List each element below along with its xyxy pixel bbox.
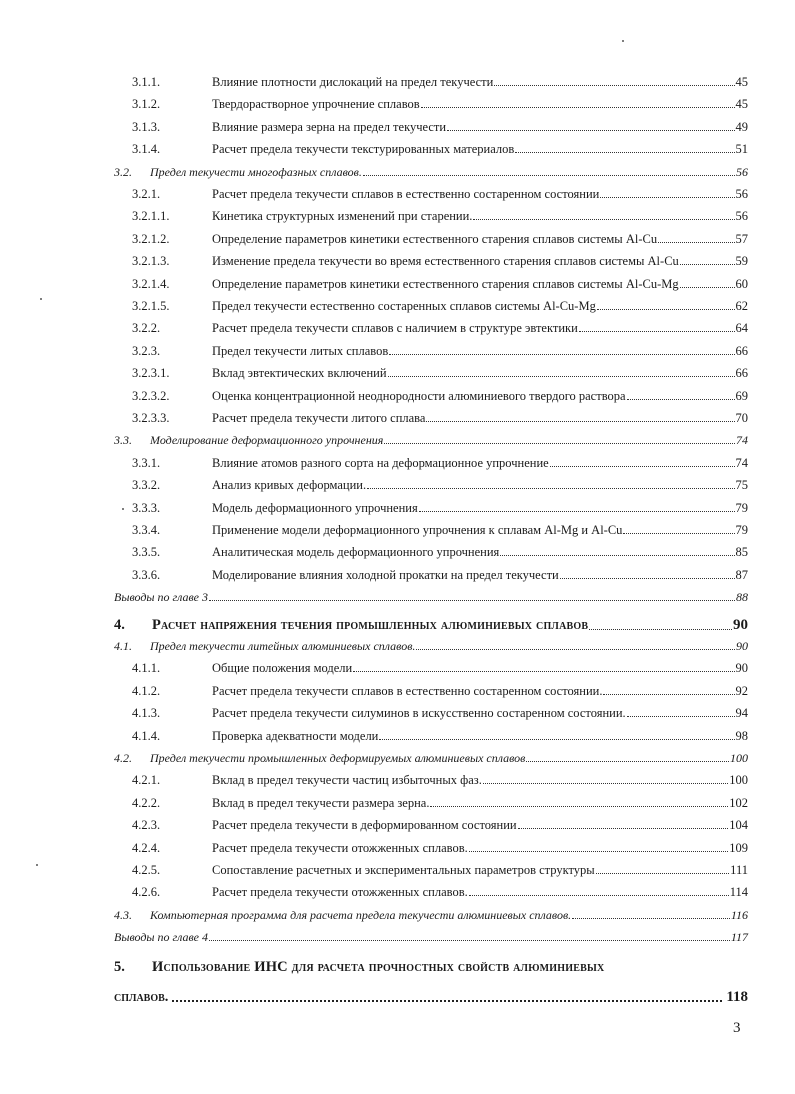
- dot-leader: [353, 670, 734, 672]
- toc-entry-page: 60: [735, 276, 748, 291]
- toc-chapter-5-heading-continued: [114, 984, 748, 1006]
- toc-entry-title: Компьютерная программа для расчета предела текучести алюминиевых сплавов.: [150, 907, 572, 922]
- toc-entry-page: 100: [730, 751, 748, 765]
- toc-chapter-5-title-line2: сплавов.: [114, 988, 169, 1005]
- dot-leader: [550, 465, 735, 467]
- toc-entry-page: 104: [729, 818, 748, 833]
- toc-entry-page: 56: [736, 164, 748, 179]
- toc-entry-number: 4.1.3.: [132, 706, 161, 721]
- toc-entry-title: Расчет предела текучести отожженных сплавов.: [212, 840, 468, 855]
- dot-leader: [494, 84, 734, 86]
- toc-entry-number: 3.3.1.: [132, 455, 161, 470]
- toc-entry-number: 3.3.5.: [132, 545, 161, 560]
- toc-entry-title: Анализ кривых деформации.: [212, 478, 367, 493]
- toc-subsection-entry[interactable]: [114, 382, 748, 404]
- toc-entry-title: Расчет предела текучести в деформированном состоянии: [212, 818, 517, 833]
- toc-entry-number: 4.1.2.: [132, 683, 161, 698]
- toc-subsection-entry[interactable]: [114, 516, 748, 538]
- dot-leader: [426, 420, 734, 422]
- toc-subsection-entry[interactable]: [114, 90, 748, 112]
- toc-entry-number: 3.1.1.: [132, 75, 161, 89]
- dot-leader: [473, 218, 734, 220]
- toc-subsection-entry[interactable]: [114, 135, 748, 157]
- toc-entry-page: 116: [730, 907, 748, 922]
- toc-entry-number: 4.2.6.: [132, 885, 161, 900]
- dot-leader: [388, 375, 735, 377]
- toc-entry-page: 57: [735, 231, 748, 246]
- toc-entry-number: 4.2.5.: [132, 863, 161, 877]
- toc-conclusions-entry[interactable]: [114, 923, 748, 945]
- toc-subsection-entry[interactable]: [114, 561, 748, 583]
- toc-subsection-entry[interactable]: [114, 677, 748, 699]
- toc-entry-page: 117: [730, 930, 748, 945]
- scan-speck: [622, 40, 624, 42]
- toc-entry-title: Оценка концентрационной неоднородности алюминиевого твердого раствора: [212, 388, 626, 403]
- toc-entry-page: 102: [729, 795, 748, 810]
- scan-speck: [36, 864, 38, 866]
- toc-entry-page: 56: [735, 187, 748, 201]
- toc-entry-title: Расчет предела текучести отожженных сплавов.: [212, 885, 468, 900]
- toc-subsection-entry[interactable]: [114, 113, 748, 135]
- toc-entry-page: 100: [729, 773, 748, 788]
- dot-leader: [579, 330, 735, 332]
- toc-subsection-entry[interactable]: [114, 292, 748, 314]
- toc-entry-number: 3.3.3.: [132, 500, 161, 515]
- toc-entry-title: Расчет предела текучести сплавов с наличием в структуре эвтектики: [212, 321, 578, 336]
- toc-entry-number: 3.2.1.5.: [132, 299, 170, 313]
- dot-leader: [469, 850, 729, 852]
- toc-chapter-5-title-line1: Использование ИНС для расчета прочностных свойств алюминиевых: [152, 958, 605, 975]
- dot-leader: [515, 151, 734, 153]
- toc-entry-title: Проверка адекватности модели: [212, 728, 379, 743]
- dot-leader: [627, 398, 735, 400]
- toc-entry-title: Расчет предела текучести сплавов в естественно состаренном состоянии: [212, 187, 600, 201]
- dot-leader: [419, 510, 735, 512]
- toc-subsection-entry[interactable]: [114, 449, 748, 471]
- dot-leader: [658, 241, 734, 243]
- toc-section-entry[interactable]: [114, 158, 748, 180]
- toc-entry-number: 3.2.2.: [132, 321, 161, 336]
- toc-entry-title: Общие положения модели: [212, 661, 353, 676]
- toc-section-entry[interactable]: [114, 632, 748, 654]
- toc-subsection-entry[interactable]: [114, 471, 748, 493]
- toc-entry-page: 66: [735, 366, 748, 381]
- toc-entry-page: 90: [733, 616, 748, 633]
- toc-entry-title: Расчет предела текучести сплавов в естественно состаренном состоянии.: [212, 683, 603, 698]
- dot-leader: [389, 353, 734, 355]
- toc-entry-page: 79: [735, 500, 748, 515]
- toc-entry-page: 92: [735, 683, 748, 698]
- dot-leader: [500, 554, 734, 556]
- toc-entry-title: Вклад эвтектических включений: [212, 366, 387, 381]
- dot-leader: [379, 738, 734, 740]
- toc-entry-title: Предел текучести литых сплавов: [212, 343, 389, 358]
- toc-entry-page: 64: [735, 321, 748, 336]
- toc-entry-title: Влияние размера зерна на предел текучести: [212, 119, 447, 134]
- toc-subsection-entry[interactable]: [114, 789, 748, 811]
- toc-entry-number: 4.3.: [114, 907, 132, 922]
- toc-entry-page: 88: [736, 590, 748, 605]
- toc-subsection-entry[interactable]: [114, 856, 748, 878]
- dot-leader: [209, 599, 735, 601]
- toc-entry-number: 4.: [114, 616, 125, 633]
- toc-section-entry[interactable]: [114, 744, 748, 766]
- dot-leader: [483, 782, 728, 784]
- toc-entry-page: 111: [730, 863, 748, 877]
- toc-subsection-entry[interactable]: [114, 834, 748, 856]
- toc-entry-title: Моделирование влияния холодной прокатки на предел текучести: [212, 567, 559, 582]
- toc-subsection-entry[interactable]: [114, 878, 748, 900]
- dot-leader: [603, 693, 734, 695]
- toc-entry-page: 66: [735, 343, 748, 358]
- dot-leader: [209, 939, 730, 941]
- dot-leader: [600, 196, 734, 198]
- dot-leader: [627, 715, 735, 717]
- toc-subsection-entry[interactable]: [114, 811, 748, 833]
- dot-leader: [421, 106, 735, 108]
- dot-leader: [596, 872, 729, 874]
- dot-leader: [597, 308, 735, 310]
- toc-entry-page: 74: [735, 455, 748, 470]
- toc-entry-number: 3.2.1.1.: [132, 209, 170, 224]
- toc-section-entry[interactable]: [114, 426, 748, 448]
- toc-entry-number: 4.1.4.: [132, 728, 161, 743]
- toc-subsection-entry[interactable]: [114, 699, 748, 721]
- toc-entry-title: Выводы по главе 4: [114, 930, 208, 945]
- toc-entry-title: Моделирование деформационного упрочнения: [150, 433, 384, 448]
- toc-entry-page: 85: [735, 545, 748, 560]
- toc-entry-title: Применение модели деформационного упрочнения к сплавам Al-Mg и Al-Cu: [212, 523, 623, 537]
- dot-leader: [384, 442, 735, 444]
- page-number: 3: [733, 1020, 741, 1036]
- dot-leader: [589, 628, 732, 630]
- toc-subsection-entry[interactable]: [114, 359, 748, 381]
- dot-leader: [560, 577, 735, 579]
- toc-entry-page: 45: [735, 75, 748, 89]
- toc-entry-page: 90: [735, 661, 748, 676]
- toc-entry-title: Выводы по главе 3: [114, 590, 208, 605]
- toc-entry-title: Расчет напряжения течения промышленных алюминиевых сплавов: [152, 616, 589, 633]
- toc-entry-page: 75: [735, 478, 748, 493]
- toc-subsection-entry[interactable]: [114, 270, 748, 292]
- toc-entry-title: Твердорастворное упрочнение сплавов: [212, 97, 420, 112]
- dot-leader: [572, 917, 730, 919]
- toc-subsection-entry[interactable]: [114, 68, 748, 90]
- toc-entry-page: 45: [735, 97, 748, 112]
- toc-subsection-entry[interactable]: [114, 722, 748, 744]
- toc-entry-title: Расчет предела текучести силуминов в искусственно состаренном состоянии.: [212, 706, 626, 721]
- toc-entry-title: Предел текучести литейных алюминиевых сплавов.: [150, 639, 416, 653]
- toc-entry-page: 90: [736, 639, 748, 653]
- toc-entry-page: 69: [735, 388, 748, 403]
- toc-entry-title: Влияние атомов разного сорта на деформационное упрочнение: [212, 455, 549, 470]
- toc-entry-title: Кинетика структурных изменений при старении.: [212, 209, 473, 224]
- toc-entry-title: Модель деформационного упрочнения: [212, 500, 418, 515]
- toc-chapter-5-number: 5.: [114, 958, 125, 975]
- toc-entry-page: 62: [735, 299, 748, 313]
- toc-entry-title: Влияние плотности дислокаций на предел текучести: [212, 75, 494, 89]
- toc-entry-title: Вклад в предел текучести частиц избыточных фаз.: [212, 773, 482, 788]
- toc-entry-page: 94: [735, 706, 748, 721]
- toc-subsection-entry[interactable]: [114, 225, 748, 247]
- toc-chapter-heading[interactable]: [114, 608, 748, 634]
- toc-conclusions-entry[interactable]: [114, 583, 748, 605]
- toc-subsection-entry[interactable]: [114, 202, 748, 224]
- toc-entry-number: 4.2.1.: [132, 773, 161, 788]
- toc-subsection-entry[interactable]: [114, 538, 748, 560]
- toc-entry-number: 3.1.4.: [132, 142, 161, 157]
- toc-entry-page: 74: [736, 433, 748, 448]
- toc-subsection-entry[interactable]: [114, 180, 748, 202]
- toc-entry-page: 114: [729, 885, 748, 900]
- toc-entry-page: 59: [735, 254, 748, 269]
- toc-entry-number: 3.2.1.2.: [132, 231, 170, 246]
- toc-entry-number: 3.1.3.: [132, 119, 161, 134]
- dot-leader: [416, 648, 735, 650]
- toc-entry-number: 3.3.2.: [132, 478, 161, 493]
- toc-entry-title: Аналитическая модель деформационного упрочнения: [212, 545, 500, 560]
- toc-entry-page: 98: [735, 728, 748, 743]
- toc-entry-number: 4.1.1.: [132, 661, 161, 676]
- toc-entry-title: Определение параметров кинетики естественного старения сплавов системы Al-Cu-Mg: [212, 276, 679, 291]
- toc-subsection-entry[interactable]: [114, 314, 748, 336]
- toc-chapter-5-page: 118: [726, 988, 748, 1005]
- toc-entry-page: 109: [729, 840, 748, 855]
- toc-section-entry[interactable]: [114, 901, 748, 923]
- toc-entry-title: Расчет предела текучести текстурированных материалов: [212, 142, 515, 157]
- toc-subsection-entry[interactable]: [114, 404, 748, 426]
- toc-entry-number: 3.3.: [114, 433, 132, 448]
- toc-entry-page: 79: [735, 523, 748, 537]
- scan-speck: [40, 298, 42, 300]
- toc-chapter-5-heading: [114, 958, 748, 976]
- toc-entry-page: 49: [735, 119, 748, 134]
- toc-entry-number: 3.2.3.1.: [132, 366, 170, 381]
- toc-entry-number: 4.2.4.: [132, 840, 161, 855]
- dot-leader: [430, 805, 728, 807]
- toc-subsection-entry[interactable]: [114, 766, 748, 788]
- dot-leader: [469, 894, 729, 896]
- dot-leader: [367, 487, 734, 489]
- toc-entry-page: 51: [735, 142, 748, 157]
- dot-leader: [526, 760, 729, 762]
- toc-entry-title: Сопоставление расчетных и экспериментальных параметров структуры: [212, 863, 595, 877]
- toc-entry-title: Изменение предела текучести во время естественного старения сплавов системы Al-Cu: [212, 254, 679, 269]
- toc-entry-number: 3.3.4.: [132, 523, 161, 537]
- toc-entry-number: 3.2.1.4.: [132, 276, 170, 291]
- toc-subsection-entry[interactable]: [114, 654, 748, 676]
- toc-entry-number: 4.2.2.: [132, 795, 161, 810]
- toc-entry-title: Вклад в предел текучести размера зерна.: [212, 795, 430, 810]
- toc-entry-page: 70: [735, 411, 748, 425]
- toc-entry-number: 3.2.: [114, 164, 132, 179]
- dot-leader: [623, 532, 734, 534]
- dot-leader: [680, 286, 735, 288]
- dot-leader: [172, 999, 722, 1002]
- toc-entry-page: 56: [735, 209, 748, 224]
- toc-entry-number: 4.2.: [114, 751, 132, 765]
- toc-entry-title: Предел текучести промышленных деформируемых алюминиевых сплавов: [150, 751, 526, 765]
- toc-entry-number: 3.2.3.: [132, 343, 161, 358]
- toc-entry-number: 3.2.1.3.: [132, 254, 170, 269]
- toc-entry-title: Предел текучести естественно состаренных сплавов системы Al-Cu-Mg: [212, 299, 596, 313]
- scan-speck: [122, 508, 124, 510]
- toc-subsection-entry[interactable]: [114, 494, 748, 516]
- dot-leader: [363, 174, 735, 176]
- toc-entry-title: Расчет предела текучести литого сплава: [212, 411, 426, 425]
- toc-entry-number: 3.3.6.: [132, 567, 161, 582]
- dot-leader: [680, 263, 735, 265]
- toc-entry-number: 3.2.1.: [132, 187, 161, 201]
- toc-subsection-entry[interactable]: [114, 247, 748, 269]
- toc-entry-number: 4.2.3.: [132, 818, 161, 833]
- dot-leader: [447, 129, 734, 131]
- toc-entry-page: 87: [735, 567, 748, 582]
- toc-entry-title: Предел текучести многофазных сплавов.: [150, 164, 362, 179]
- toc-entry-number: 3.1.2.: [132, 97, 161, 112]
- toc-subsection-entry[interactable]: [114, 337, 748, 359]
- toc-entry-number: 3.2.3.3.: [132, 411, 170, 425]
- toc-entry-number: 4.1.: [114, 639, 132, 653]
- toc-entry-number: 3.2.3.2.: [132, 388, 170, 403]
- dot-leader: [518, 827, 729, 829]
- toc-entry-title: Определение параметров кинетики естественного старения сплавов системы Al-Cu: [212, 231, 658, 246]
